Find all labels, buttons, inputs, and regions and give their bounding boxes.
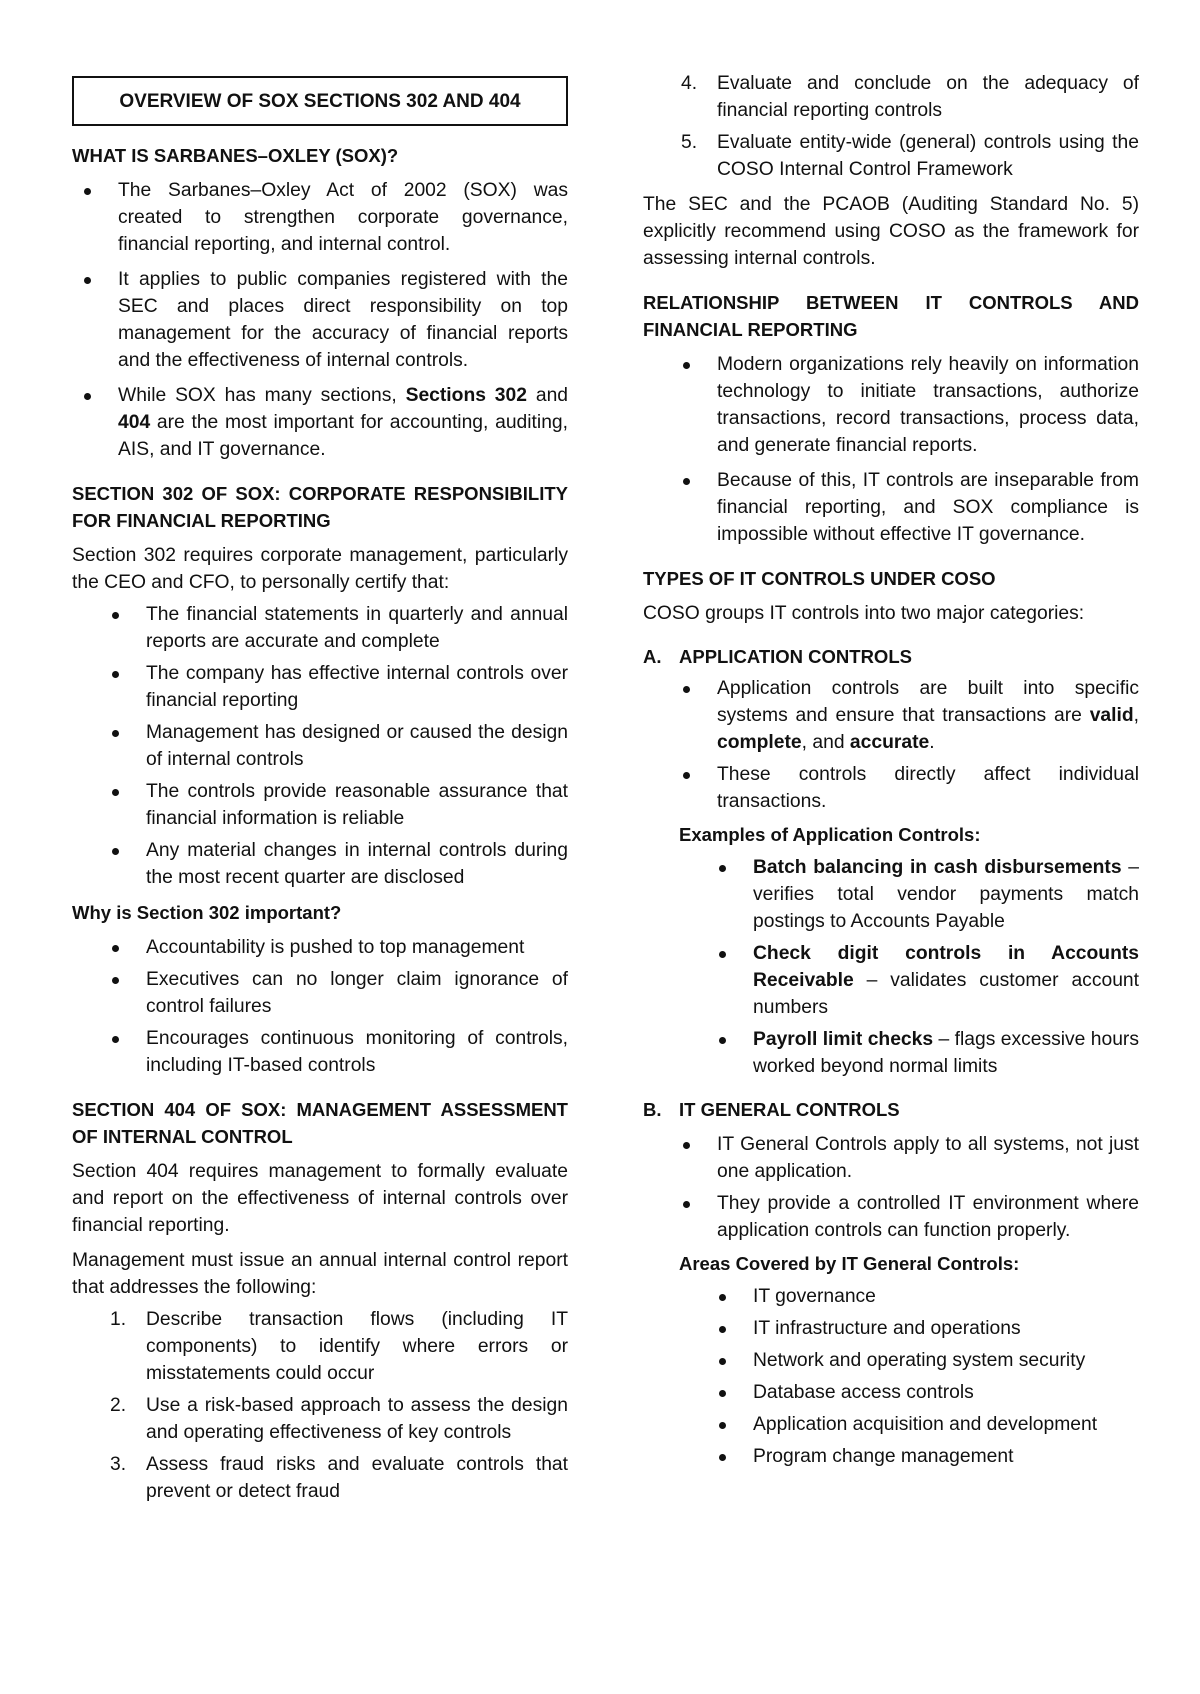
what-is-sox-heading: WHAT IS SARBANES–OXLEY (SOX)?	[72, 145, 399, 166]
text-run: , and	[801, 732, 850, 753]
list-item: These controls directly affect individual transactions.	[643, 761, 1139, 815]
what-is-sox-list	[72, 177, 568, 463]
it-general-controls-heading	[643, 1096, 1139, 1123]
section-404-paragraph-1: Section 404 requires management to formally evaluate and report on the effectiveness of internal controls over financial reporting.	[72, 1161, 568, 1236]
heading-text: APPLICATION CONTROLS	[679, 646, 912, 667]
list-item: Network and operating system security	[643, 1347, 1139, 1374]
relationship-list	[643, 351, 1139, 548]
why-302-heading: Why is Section 302 important?	[72, 902, 342, 923]
types-heading: TYPES OF IT CONTROLS UNDER COSO	[643, 568, 996, 589]
item-text: Evaluate entity-wide (general) controls using the COSO Internal Control Framework	[717, 132, 1139, 180]
bold-text: Payroll limit checks	[753, 1029, 934, 1050]
list-item: IT General Controls apply to all systems, not just one application.	[643, 1131, 1139, 1185]
text-run: – flags excessive hours worked beyond normal limits	[753, 1029, 1139, 1077]
list-item	[72, 382, 568, 463]
list-item	[643, 940, 1139, 1021]
item-text: Evaluate and conclude on the adequacy of financial reporting controls	[717, 73, 1139, 121]
areas-heading: Areas Covered by IT General Controls:	[679, 1253, 1020, 1274]
list-item: Modern organizations rely heavily on information technology to initiate transactions, authorize transactions, record transactions, process data, and generate financial reports.	[643, 351, 1139, 459]
list-item: Accountability is pushed to top management	[72, 934, 568, 961]
areas-list	[643, 1283, 1139, 1470]
bold-text: valid	[1089, 705, 1134, 726]
heading-text: IT GENERAL CONTROLS	[679, 1099, 900, 1120]
text-run: – validates customer account numbers	[753, 970, 1139, 1018]
document-title: OVERVIEW OF SOX SECTIONS 302 AND 404	[119, 90, 521, 112]
document-title-box	[72, 76, 568, 126]
text-run: are the most important for accounting, auditing, AIS, and IT governance.	[118, 412, 568, 460]
item-text: Use a risk-based approach to assess the design and operating effectiveness of key controls	[146, 1395, 568, 1443]
bold-text: Batch balancing in cash disbursements	[753, 857, 1122, 878]
item-text: Assess fraud risks and evaluate controls that prevent or detect fraud	[146, 1454, 568, 1502]
item-number: 2.	[110, 1395, 127, 1416]
app-examples-list	[643, 854, 1139, 1080]
list-item: The financial statements in quarterly and annual reports are accurate and complete	[72, 601, 568, 655]
section-302-intro: Section 302 requires corporate management, particularly the CEO and CFO, to personally certify that:	[72, 545, 568, 593]
list-item	[72, 1392, 568, 1446]
list-item: Encourages continuous monitoring of controls, including IT-based controls	[72, 1025, 568, 1079]
it-general-controls-list	[643, 1131, 1139, 1244]
section-404-heading: SECTION 404 OF SOX: MANAGEMENT ASSESSMENT OF INTERNAL CONTROL	[72, 1099, 568, 1147]
section-302-list	[72, 601, 568, 891]
list-item: The controls provide reasonable assurance that financial information is reliable	[72, 778, 568, 832]
list-item: Application acquisition and development	[643, 1411, 1139, 1438]
section-letter: B.	[643, 1099, 662, 1120]
list-item: They provide a controlled IT environment where application controls can function properly.	[643, 1190, 1139, 1244]
list-item	[72, 1306, 568, 1387]
item-number: 3.	[110, 1454, 127, 1475]
list-item	[643, 1026, 1139, 1080]
list-item	[643, 129, 1139, 183]
types-intro: COSO groups IT controls into two major categories:	[643, 603, 1085, 624]
text-run: ,	[1133, 705, 1139, 726]
bold-text: Sections 302	[405, 385, 527, 406]
list-item: IT governance	[643, 1283, 1139, 1310]
list-item: The company has effective internal controls over financial reporting	[72, 660, 568, 714]
list-item	[643, 854, 1139, 935]
list-item: Because of this, IT controls are inseparable from financial reporting, and SOX compliance is impossible without effective IT governance.	[643, 467, 1139, 548]
text-run: – verifies total vendor payments match postings to Accounts Payable	[753, 857, 1139, 932]
list-item	[643, 675, 1139, 756]
list-item: It applies to public companies registered with the SEC and places direct responsibility on top management for the accuracy of financial reports and the effectiveness of internal controls.	[72, 266, 568, 374]
section-404-steps	[72, 1306, 568, 1505]
item-number: 4.	[681, 73, 698, 94]
section-404-paragraph-2: Management must issue an annual internal control report that addresses the following:	[72, 1250, 568, 1298]
section-letter: A.	[643, 646, 662, 667]
list-item	[72, 1451, 568, 1505]
text-run: While SOX has many sections,	[118, 385, 406, 406]
application-controls-list	[643, 675, 1139, 815]
list-item: Management has designed or caused the design of internal controls	[72, 719, 568, 773]
list-item: Database access controls	[643, 1379, 1139, 1406]
section-404-steps-continued	[643, 70, 1139, 183]
list-item: The Sarbanes–Oxley Act of 2002 (SOX) was created to strengthen corporate governance, financial reporting, and internal control.	[72, 177, 568, 258]
text-run: Application controls are built into specific systems and ensure that transactions are	[717, 678, 1139, 726]
why-302-list	[72, 934, 568, 1079]
relationship-heading: RELATIONSHIP BETWEEN IT CONTROLS AND FINANCIAL REPORTING	[643, 292, 1139, 340]
bold-text: complete	[717, 732, 802, 753]
list-item: IT infrastructure and operations	[643, 1315, 1139, 1342]
left-column	[72, 70, 568, 1505]
list-item: Executives can no longer claim ignorance of control failures	[72, 966, 568, 1020]
list-item: Program change management	[643, 1443, 1139, 1470]
text-run: .	[929, 732, 935, 753]
sec-pcaob-paragraph: The SEC and the PCAOB (Auditing Standard No. 5) explicitly recommend using COSO as the framework for assessing internal controls.	[643, 194, 1139, 269]
list-item: Any material changes in internal controls during the most recent quarter are disclosed	[72, 837, 568, 891]
item-number: 1.	[110, 1309, 127, 1330]
application-controls-heading	[643, 643, 1139, 670]
list-item	[643, 70, 1139, 124]
bold-text: accurate	[849, 732, 930, 753]
bold-text: Check digit controls in Accounts Receivable	[753, 943, 1139, 991]
right-column	[643, 70, 1139, 1470]
item-number: 5.	[681, 132, 698, 153]
app-examples-heading: Examples of Application Controls:	[679, 824, 981, 845]
text-run: and	[526, 385, 569, 406]
item-text: Describe transaction flows (including IT components) to identify where errors or misstatements could occur	[146, 1309, 568, 1384]
section-302-heading: SECTION 302 OF SOX: CORPORATE RESPONSIBILITY FOR FINANCIAL REPORTING	[72, 483, 568, 531]
bold-text: 404	[118, 412, 151, 433]
